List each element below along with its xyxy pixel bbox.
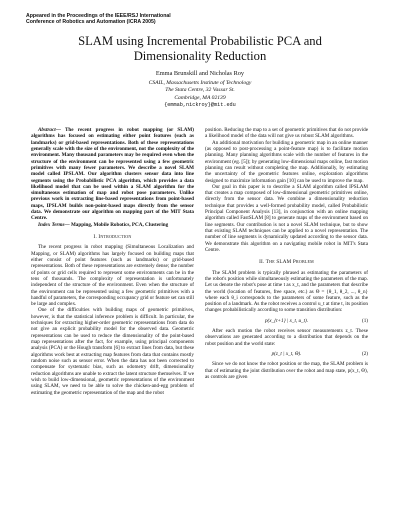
section-heading-slam-problem: II. The SLAM Problem <box>259 259 314 266</box>
affiliation <box>0 80 400 109</box>
intro-paragraph-2: One of the difficulties with building maps of geometric primitives, however, is that the statistical inference problem is difficult. In particular, the techniques for extracting higher-order geometric representations from data do not give an explicit probability model for the observed data. Geometric representations can be used to reduce the dimensionality of the point-based map representations after the fact, for example, using principal components analysis (PCA) or the Hough transform [6] to extract lines from data, but these algorithms work best at extracting map features from data that contains mostly random noise such as sensor error. When the data has not been corrected to compensate for systematic bias, such as odometry drift, dimensionality reduction algorithms are unable to extract the latent structure themselves. If we wish to build low-dimensional, geometric representations of the environment using SLAM, we need to be able to solve the chicken-and-egg problem of estimating the geometric representation of the map and the robot <box>31 307 194 396</box>
author-email: {emmab,nickroy}@mit.edu <box>164 101 236 108</box>
body-paragraph-3: Our goal in this paper is to describe a SLAM algorithm called IPSLAM that creates a map composed of low-dimensional geometric primitives online, directly from the sensor data. We combine a dimensionality reduction technique that provides a well-formed probability model, called Probabilistic Principal Component Analysis [13], in conjunction with an online mapping algorithm called FastSLAM [8] to generate maps of the environment based on line segments. Our contribution is not a novel SLAM technique, but to show that existing SLAM techniques can be applied to a novel representation. The number of line segments is dynamically updated according to the sensor data. We demonstrate this algorithm on a navigating mobile robot in MIT's Stata Centre. <box>205 183 368 253</box>
body-paragraph-5: After each motion the robot receives sensor measurements z_t. These observations are generated according to a distribution that depends on the robot position and the world state: <box>205 328 368 347</box>
right-column <box>205 127 368 380</box>
body-paragraph-2: An additional motivation for building a geometric map in an online manner (as opposed to post-processing a point-feature map) is to facilitate motion planning. Many planning algorithms scale with the number of features in the environment (eg. [5]); by generating low-dimensional maps online, fast motion planning can result without completing the map. Additionally, by estimating the uncertainty of the geometric features online, exploration algorithms designed to maximize information gain [10] can be used to improve the map. <box>205 139 368 184</box>
body-paragraph-6: Since we do not know the robot position or the map, the SLAM problem is that of estimating the joint distribution over the robot and map state, p(x_t, Θ), as controls are given <box>205 361 368 380</box>
venue-line-2: Conference of Robotics and Automation (ICRA 2005) <box>26 19 156 26</box>
title-line-1: SLAM using Incremental Probabilistic PCA and <box>78 34 322 48</box>
index-terms <box>31 222 194 228</box>
equation-2-body: p(z_t | x_t, Θ). <box>271 351 302 357</box>
affiliation-city: Cambridge, MA 02139 <box>174 94 226 101</box>
equation-1 <box>205 318 368 324</box>
body-paragraph-1: position. Reducing the map to a set of geometric primitives that do not provide a likelihood model of the data will not give us robust SLAM algorithms. <box>205 127 368 140</box>
equation-2 <box>205 351 368 357</box>
section-heading-introduction: I. Introduction <box>93 234 132 240</box>
equation-1-body: p(x_{t+1} | x_t, u_t). <box>264 317 309 324</box>
left-column <box>31 127 194 396</box>
equation-1-number: (1) <box>362 317 368 324</box>
title-line-2: Dimensionality Reduction <box>133 49 267 63</box>
venue-note <box>26 13 226 26</box>
abstract-text: — The recent progress in robot mapping (or SLAM) algorithms has focused on estimating either point features (such as landmarks) or grid-based representations. Both of these representations generally scale with the size of the environment, not the complexity of the environment. Many thousand parameters may be required even when the structure of the environment can be represented using a few geometric primitives with many fewer parameters. We describe a novel SLAM model called IPSLAM. Our algorithm clusters sensor data into line segments using the Probabilistic PCA algorithm, which provides a data likelihood model that can be used within a SLAM algorithm for the simultaneous estimation of map and robot pose parameters. Unlike previous work in extracting line-based representations from point-based maps, IPSLAM builds non-point-based maps directly from the sensor data. We demonstrate our algorithm on mapping part of the MIT Stata Centre. <box>31 127 194 222</box>
venue-line-1: Appeared in the Proceedings of the IEEE/RSJ International <box>26 13 171 19</box>
index-terms-text: — Mapping, Mobile Robotics, PCA, Clustering <box>64 221 169 228</box>
abstract-label: Abstract <box>38 127 56 133</box>
index-terms-label: Index Terms <box>38 221 65 228</box>
equation-2-number: (2) <box>362 351 368 357</box>
authors: Emma Brunskill and Nicholas Roy <box>155 70 245 77</box>
abstract <box>31 127 194 222</box>
affiliation-lab: CSAIL, Massachusetts Institute of Technology <box>148 80 252 86</box>
intro-paragraph-1: The recent progress in robot mapping (Simultaneous Localization and Mapping, or SLAM) algorithms has largely focused on building maps that either consist of point features (such as landmarks) or grid-based representations. Both of these representations are extremely dense; the number of points or grid cells required to represent some environments can be in the tens of thousands. The complexity of representation is unfortunately independent of the structure of the environment. Even when the structure of the environment can be represented using a few geometric primitives with a handful of parameters, the corresponding occupancy grid or feature set can still be large and complex. <box>31 244 195 308</box>
affiliation-street: The Stata Centre, 32 Vassar St. <box>165 87 235 94</box>
body-paragraph-4: The SLAM problem is typically phrased as estimating the parameters of the robot's position while simultaneously estimating the parameters of the map. Let us denote the robot's pose at time t as x_t, and the parameters that describe the world (location of features, free space, etc.) as Θ = {θ_1, θ_2, ..., θ_n} where each θ_i corresponds to the parameters of some feature, such as the position of a landmark. As the robot receives a control u_t at time t, its position changes probabilistically according to some transition distribution: <box>205 269 368 314</box>
paper-title <box>0 34 400 64</box>
